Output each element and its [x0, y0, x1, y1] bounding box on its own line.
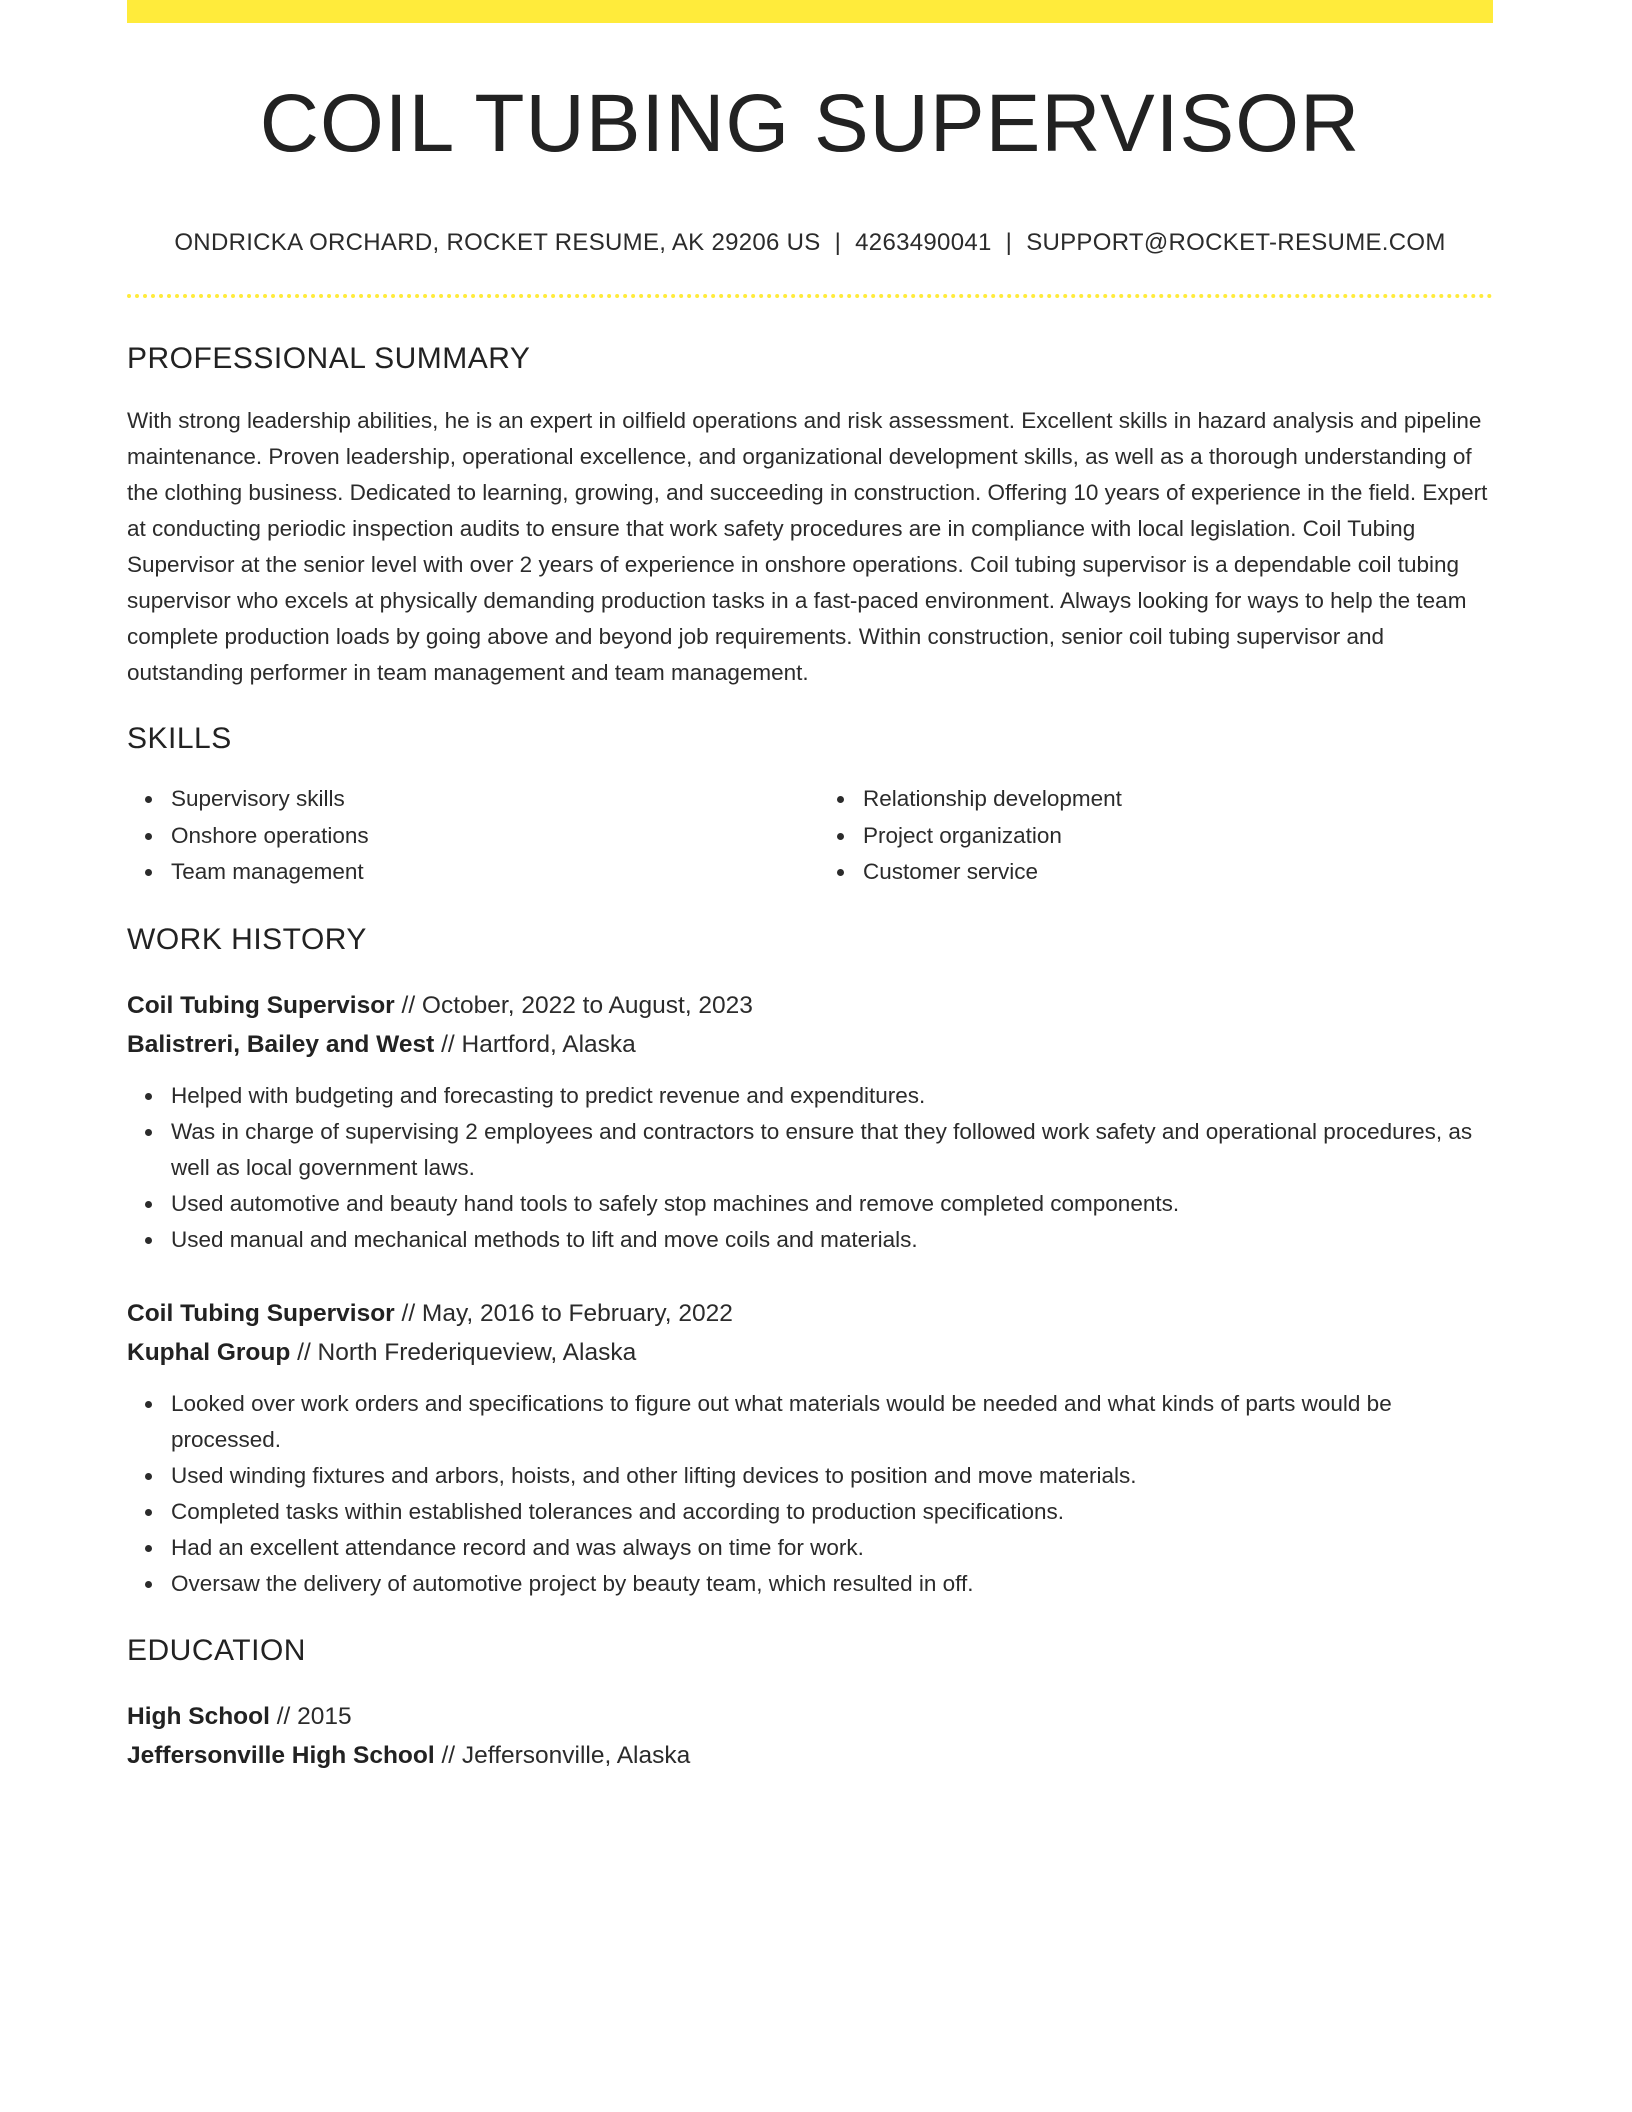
job-bullet: Oversaw the delivery of automotive project by beauty team, which resulted in off.: [171, 1566, 1493, 1602]
job-bullets: [127, 1078, 1493, 1258]
education-degree: High School: [127, 1702, 270, 1730]
education-degree-line: [127, 1697, 1493, 1736]
skill-item: Customer service: [863, 854, 1493, 891]
contact-line: [127, 229, 1493, 257]
skill-item: Relationship development: [863, 781, 1493, 818]
contact-phone: 4263490041: [855, 229, 992, 256]
job-entry: [127, 986, 1493, 1258]
job-dates: // May, 2016 to February, 2022: [394, 1299, 733, 1327]
job-location: // North Frederiqueview, Alaska: [290, 1338, 637, 1366]
job-bullet: Helped with budgeting and forecasting to predict revenue and expenditures.: [171, 1078, 1493, 1114]
summary-heading: PROFESSIONAL SUMMARY: [127, 342, 531, 375]
dotted-divider: [127, 294, 1493, 298]
skills-list-left: [127, 781, 801, 891]
education-location: // Jeffersonville, Alaska: [434, 1741, 691, 1769]
job-bullet: Used automotive and beauty hand tools to safely stop machines and remove completed components.: [171, 1186, 1493, 1222]
skills-grid: [127, 781, 1493, 891]
resume-page: [127, 0, 1493, 1775]
accent-top-bar: [127, 0, 1493, 23]
skills-list-right: [819, 781, 1493, 891]
contact-separator: |: [1005, 229, 1013, 256]
job-bullet: Used winding fixtures and arbors, hoists, and other lifting devices to position and move materials.: [171, 1458, 1493, 1494]
skill-item: Team management: [171, 854, 801, 891]
job-bullets: [127, 1386, 1493, 1602]
contact-address: ONDRICKA ORCHARD, ROCKET RESUME, AK 29206 US: [174, 229, 821, 256]
education-year: // 2015: [269, 1702, 352, 1730]
job-bullet: Looked over work orders and specifications to figure out what materials would be needed and what kinds of parts would be processed.: [171, 1386, 1493, 1458]
skill-item: Project organization: [863, 818, 1493, 855]
job-company-line: [127, 1025, 1493, 1064]
work-history-heading: WORK HISTORY: [127, 922, 367, 956]
job-location: // Hartford, Alaska: [434, 1030, 636, 1058]
job-company: Kuphal Group: [127, 1338, 291, 1366]
job-role: Coil Tubing Supervisor: [127, 1299, 395, 1327]
summary-text: With strong leadership abilities, he is an expert in oilfield operations and risk assessment. Excellent skills in hazard analysis and pipeline maintenance. Proven leadership, operational excellence, and organizational development skills, as well as a thorough understanding of the clothing business. Dedicated to learning, growing, and succeeding in construction. Offering 10 years of experience in the field. Expert at conducting periodic inspection audits to ensure that work safety procedures are in compliance with local legislation. Coil Tubing Supervisor at the senior level with over 2 years of experience in onshore operations. Coil tubing supervisor is a dependable coil tubing supervisor who excels at physically demanding production tasks in a fast-paced environment. Always looking for ways to help the team complete production loads by going above and beyond job requirements. Within construction, senior coil tubing supervisor and outstanding performer in team management and team management.: [127, 408, 1488, 685]
contact-email: SUPPORT@ROCKET-RESUME.COM: [1026, 229, 1446, 256]
contact-separator: |: [834, 229, 842, 256]
skills-heading: SKILLS: [127, 722, 232, 755]
education-school-line: [127, 1736, 1493, 1775]
job-bullet: Completed tasks within established tolerances and according to production specifications.: [171, 1494, 1493, 1530]
job-bullet: Was in charge of supervising 2 employees and contractors to ensure that they followed work safety and operational procedures, as well as local government laws.: [171, 1114, 1493, 1186]
resume-title: COIL TUBING SUPERVISOR: [259, 78, 1361, 169]
job-role-line: [127, 986, 1493, 1025]
education-heading: EDUCATION: [127, 1633, 306, 1667]
job-company: Balistreri, Bailey and West: [127, 1030, 435, 1058]
skill-item: Onshore operations: [171, 818, 801, 855]
job-bullet: Had an excellent attendance record and was always on time for work.: [171, 1530, 1493, 1566]
skill-item: Supervisory skills: [171, 781, 801, 818]
job-entry: [127, 1294, 1493, 1602]
job-role-line: [127, 1294, 1493, 1333]
job-role: Coil Tubing Supervisor: [127, 991, 395, 1019]
education-entry: [127, 1697, 1493, 1775]
education-school: Jeffersonville High School: [127, 1741, 435, 1769]
job-dates: // October, 2022 to August, 2023: [394, 991, 753, 1019]
job-company-line: [127, 1333, 1493, 1372]
job-bullet: Used manual and mechanical methods to lift and move coils and materials.: [171, 1222, 1493, 1258]
